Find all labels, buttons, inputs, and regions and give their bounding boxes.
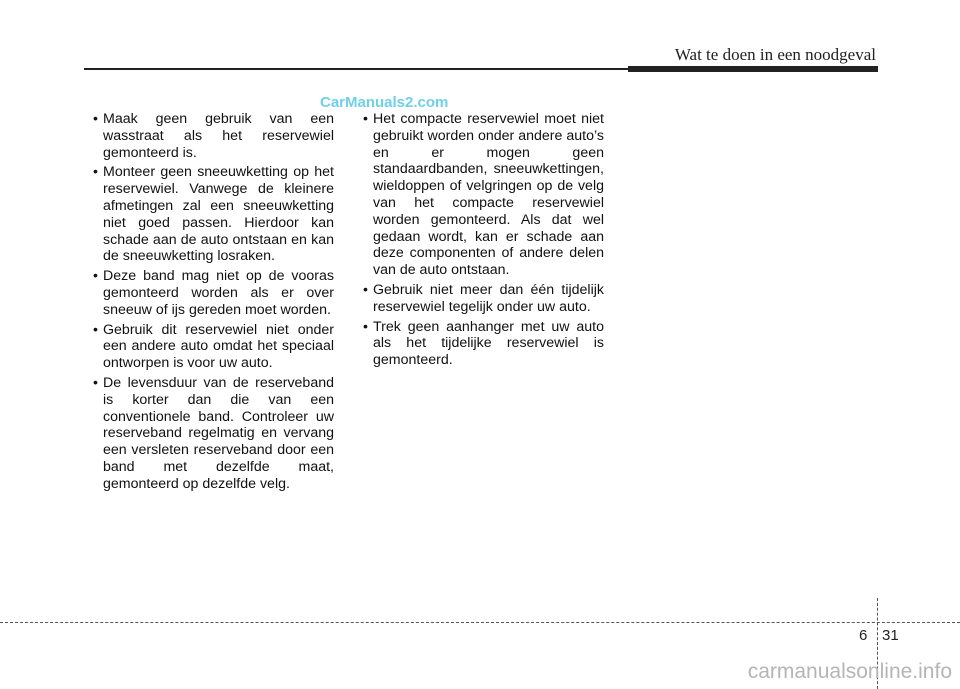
header-rule-accent [628,66,878,72]
watermark-top: CarManuals2.com [320,94,449,111]
page-number: 31 [882,627,899,644]
section-title: Wat te doen in een noodgeval [674,45,876,64]
list-item: • Gebruik niet meer dan één tijdelijk reservewiel tegelijk onder uw auto. [364,282,604,316]
right-column [364,111,604,372]
list-item: • Deze band mag niet op de vooras gemonteerd worden als er over sneeuw of ijs gereden moet worden. [94,268,334,318]
bullet-list-right [364,111,604,369]
bullet-list-left [94,111,334,493]
list-item: • Het compacte reservewiel moet niet gebruikt worden onder andere auto’s en er mogen geen standaardbanden, sneeuwkettingen, wieldoppen of velgringen op de velg van het compacte reservewiel worden gemonteerd. Als dat wel gedaan wordt, kan er schade aan deze componenten of andere delen van de auto ontstaan. [364,111,604,279]
list-item: • Monteer geen sneeuwketting op het reservewiel. Vanwege de kleinere afmetingen zal een sneeuwketting niet goed passen. Hierdoor kan schade aan de auto ontstaan en kan de sneeuwketting losraken. [94,164,334,265]
list-item: • Trek geen aanhanger met uw auto als het tijdelijke reservewiel is gemonteerd. [364,319,604,369]
list-item: • De levensduur van de reserveband is korter dan die van een conventionele band. Controleer uw reserveband regelmatig en vervang een versleten reserveband door een band met dezelfde maat, gemonteerd op dezelfde velg. [94,375,334,493]
footer-rule [0,622,960,623]
watermark-bottom: carmanualsonline.info [747,660,952,683]
left-column [94,111,334,496]
chapter-number: 6 [859,627,868,644]
list-item: • Gebruik dit reservewiel niet onder een andere auto omdat het speciaal ontworpen is voor uw auto. [94,322,334,372]
list-item: • Maak geen gebruik van een wasstraat als het reservewiel gemonteerd is. [94,111,334,161]
